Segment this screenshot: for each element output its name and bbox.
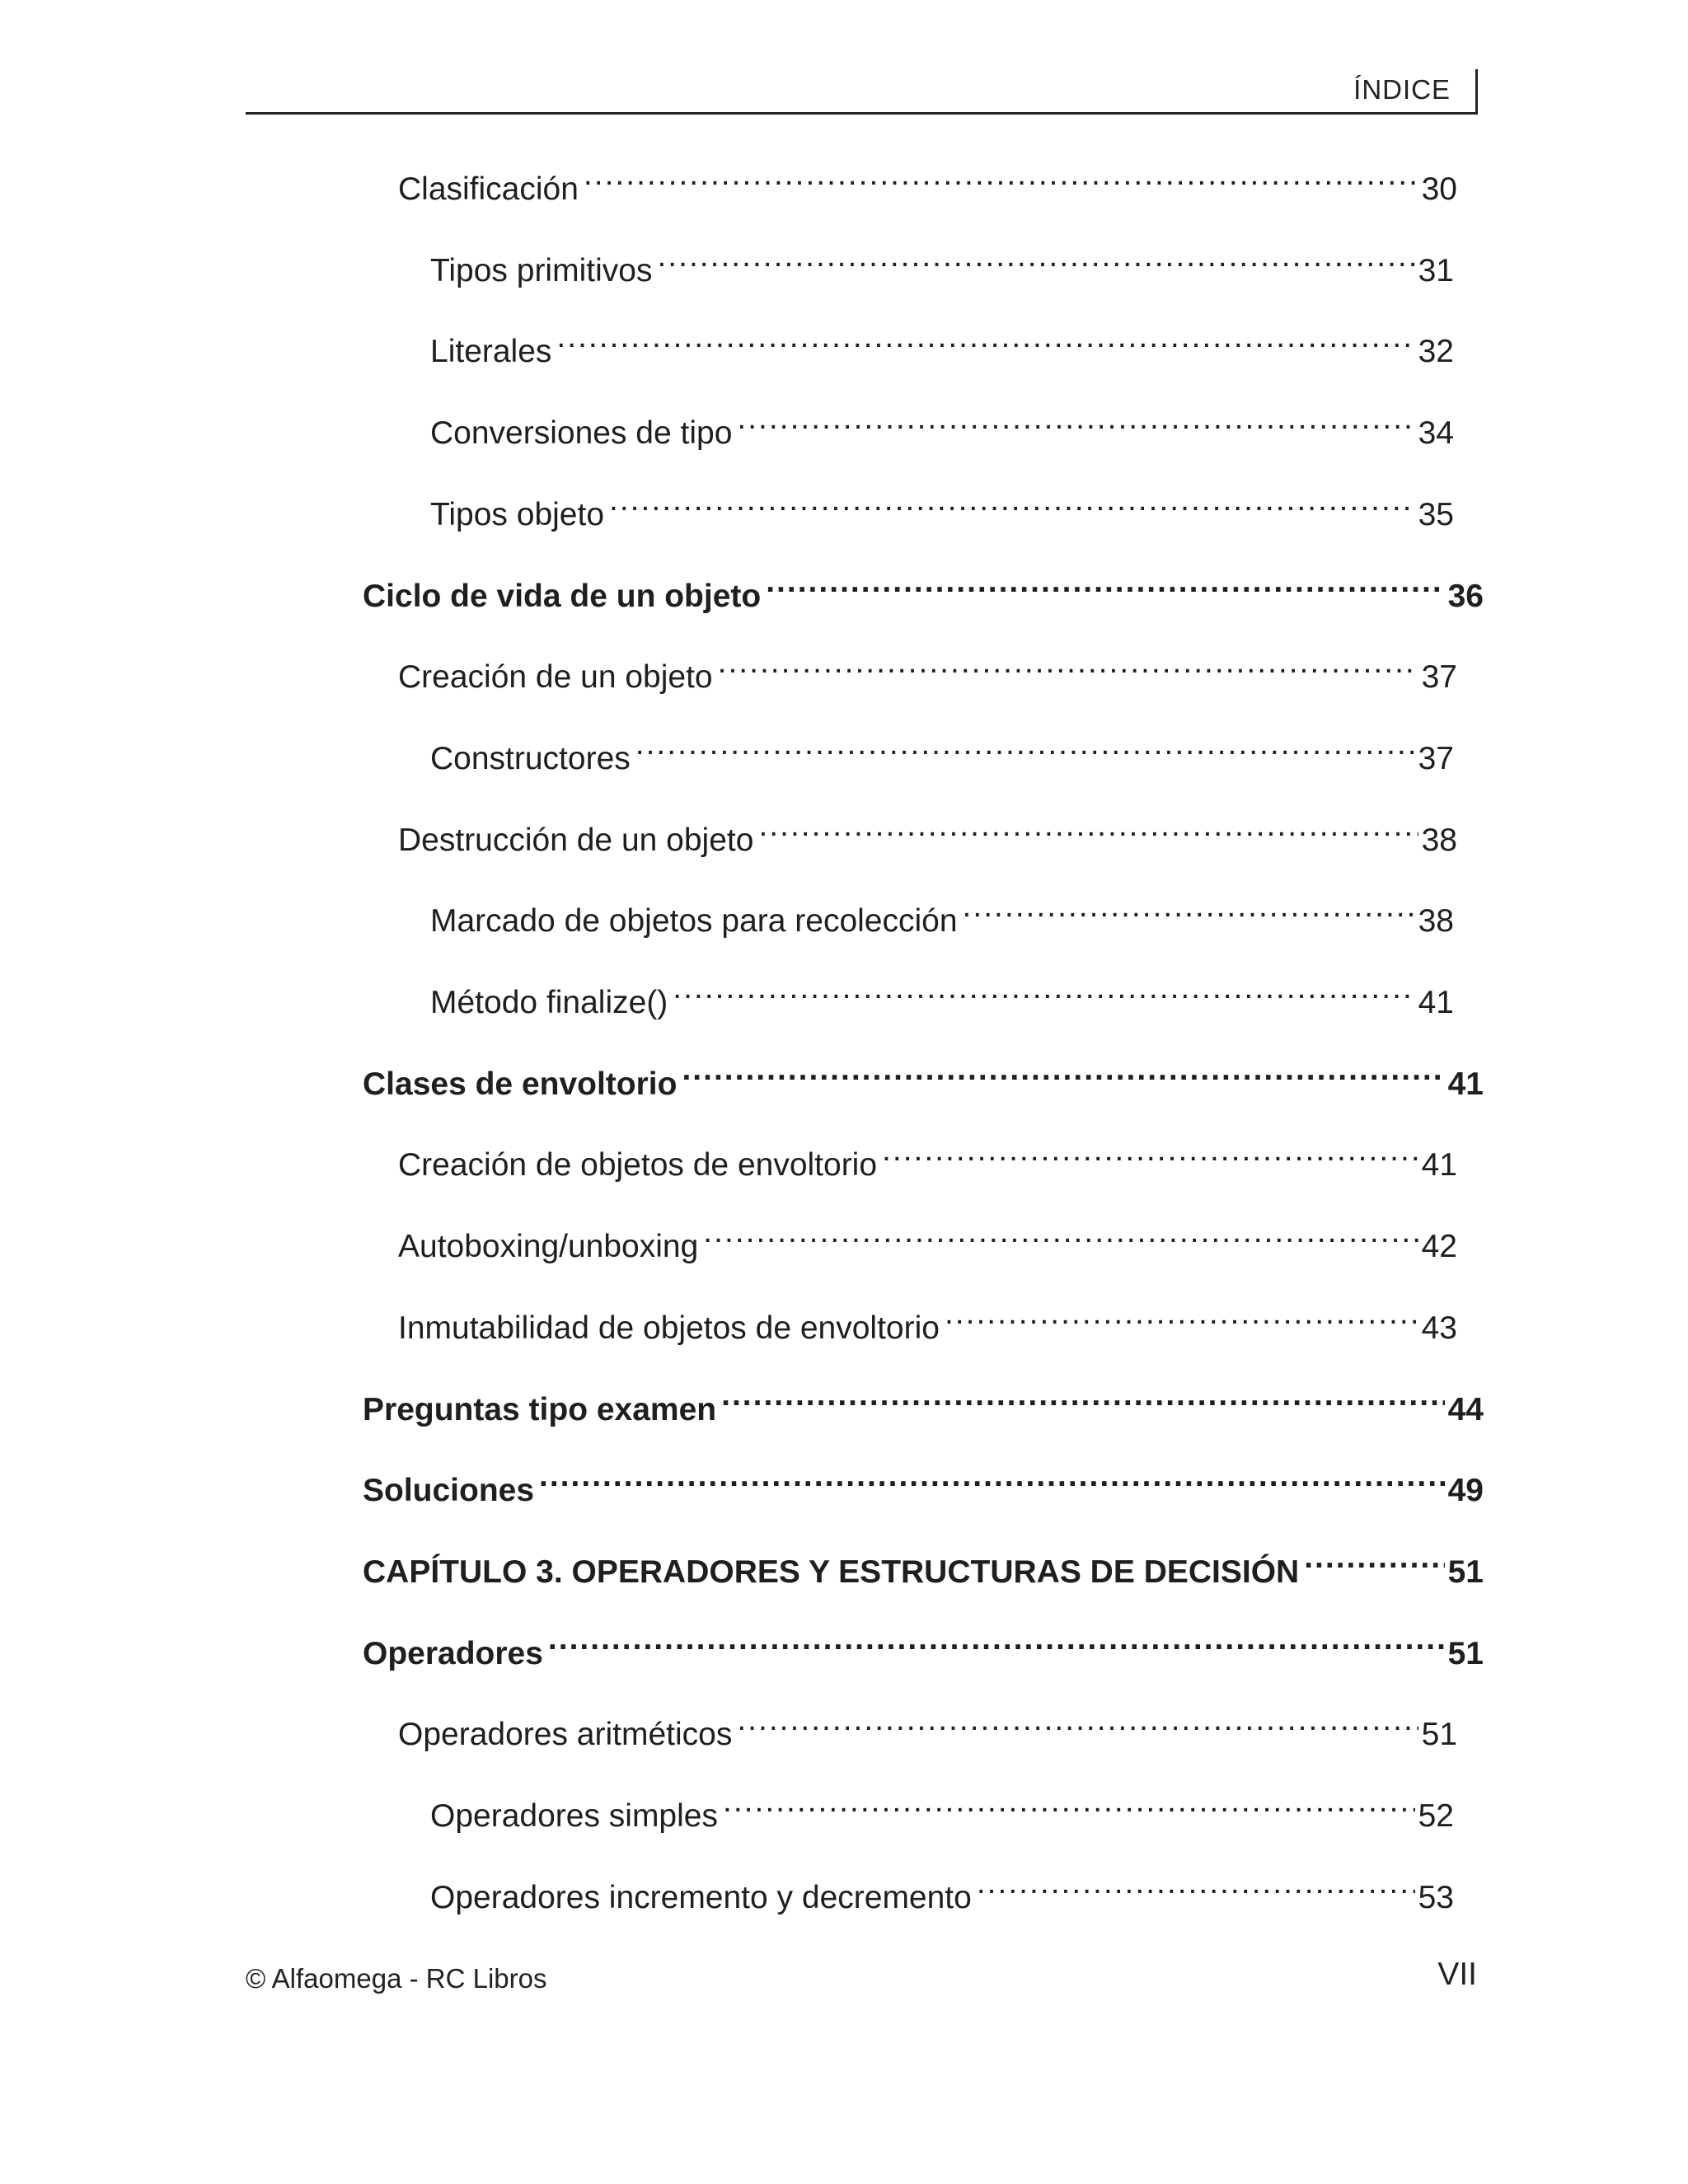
- toc-dot-leader: [737, 1695, 1418, 1745]
- toc-entry[interactable]: [398, 801, 1457, 858]
- toc-entry-title: Inmutabilidad de objetos de envoltorio: [398, 1310, 940, 1346]
- toc-dot-leader: [882, 1126, 1418, 1175]
- running-header: ÍNDICE: [1353, 74, 1451, 105]
- toc-entry[interactable]: [430, 963, 1454, 1020]
- toc-dot-leader: [737, 394, 1414, 443]
- toc-entry-title: Tipos primitivos: [430, 253, 653, 288]
- toc-entry[interactable]: [398, 1695, 1457, 1752]
- toc-dot-leader: [945, 1289, 1418, 1338]
- footer-page-number: VII: [1437, 1957, 1477, 1992]
- toc-entry[interactable]: [363, 1045, 1484, 1102]
- toc-entry-title: Operadores simples: [430, 1798, 718, 1834]
- toc-entry-page: 51: [1447, 1636, 1484, 1671]
- toc-entry[interactable]: [430, 1858, 1454, 1915]
- toc-entry-page: 49: [1447, 1473, 1484, 1508]
- toc-dot-leader: [766, 557, 1444, 607]
- toc-entry-page: 32: [1418, 334, 1454, 369]
- toc-entry-page: 37: [1421, 659, 1457, 695]
- toc-entry-title: Preguntas tipo examen: [363, 1392, 717, 1427]
- toc-entry[interactable]: [363, 1451, 1484, 1508]
- toc-entry-title: Constructores: [430, 741, 631, 776]
- toc-entry-title: Creación de un objeto: [398, 659, 713, 695]
- toc-entry[interactable]: [398, 150, 1457, 207]
- toc-entry-page: 38: [1418, 903, 1454, 939]
- toc-entry-title: Clasificación: [398, 171, 579, 207]
- toc-entry[interactable]: [363, 557, 1484, 614]
- toc-entry[interactable]: [398, 1207, 1457, 1264]
- toc-dot-leader: [703, 1207, 1418, 1257]
- toc-entry-title: CAPÍTULO 3. OPERADORES Y ESTRUCTURAS DE DECISIÓN: [363, 1554, 1300, 1590]
- toc-entry-title: Tipos objeto: [430, 497, 605, 532]
- toc-dot-leader: [609, 476, 1415, 525]
- toc-entry[interactable]: [430, 232, 1454, 288]
- toc-dot-leader: [539, 1451, 1445, 1501]
- toc-dot-leader: [977, 1858, 1415, 1908]
- toc-entry-page: 37: [1418, 741, 1454, 776]
- toc-dot-leader: [1304, 1533, 1444, 1582]
- toc-dot-leader: [673, 963, 1414, 1013]
- footer-publisher: © Alfaomega - RC Libros: [246, 1963, 547, 1994]
- toc-entry-page: 41: [1447, 1066, 1484, 1102]
- toc-dot-leader: [657, 232, 1414, 281]
- toc-entry-title: Operadores: [363, 1636, 543, 1671]
- toc-entry-page: 44: [1447, 1392, 1484, 1427]
- toc-entry-page: 42: [1421, 1229, 1457, 1264]
- toc-entry[interactable]: [430, 312, 1454, 369]
- toc-entry-page: 34: [1418, 415, 1454, 451]
- toc-entry[interactable]: [363, 1371, 1484, 1427]
- toc-dot-leader: [963, 882, 1415, 931]
- toc-dot-leader: [682, 1045, 1444, 1094]
- toc-entry-title: Ciclo de vida de un objeto: [363, 579, 762, 614]
- toc-entry[interactable]: [430, 1777, 1454, 1834]
- toc-entry-page: 53: [1418, 1880, 1454, 1915]
- toc-entry-page: 41: [1418, 985, 1454, 1020]
- toc-entry-title: Conversiones de tipo: [430, 415, 733, 451]
- toc-entry-page: 36: [1447, 579, 1484, 614]
- header-rule: [246, 112, 1477, 115]
- toc-dot-leader: [721, 1371, 1444, 1420]
- toc-dot-leader: [758, 801, 1418, 851]
- toc-dot-leader: [718, 638, 1418, 687]
- toc-entry-page: 52: [1418, 1798, 1454, 1834]
- toc-entry-title: Operadores aritméticos: [398, 1717, 733, 1752]
- toc-entry[interactable]: [430, 394, 1454, 451]
- toc-entry[interactable]: [398, 1289, 1457, 1346]
- toc-entry-page: 38: [1421, 823, 1457, 858]
- toc-entry-page: 51: [1447, 1554, 1484, 1590]
- toc-entry[interactable]: [398, 638, 1457, 695]
- toc-entry-title: Método finalize(): [430, 985, 668, 1020]
- toc-entry-page: 51: [1421, 1717, 1457, 1752]
- toc-entry[interactable]: [363, 1615, 1484, 1671]
- toc-entry-title: Literales: [430, 334, 552, 369]
- toc-dot-leader: [584, 150, 1418, 199]
- toc-dot-leader: [556, 312, 1414, 362]
- toc-entry[interactable]: [430, 882, 1454, 939]
- toc-entry-title: Clases de envoltorio: [363, 1066, 678, 1102]
- toc-entry-page: 31: [1418, 253, 1454, 288]
- header-tick: [1475, 69, 1478, 115]
- toc-entry-page: 41: [1421, 1147, 1457, 1183]
- toc-entry-title: Creación de objetos de envoltorio: [398, 1147, 878, 1183]
- toc-dot-leader: [548, 1615, 1445, 1664]
- toc-entry-page: 35: [1418, 497, 1454, 532]
- toc-entry-title: Operadores incremento y decremento: [430, 1880, 972, 1915]
- toc-entry-title: Destrucción de un objeto: [398, 823, 754, 858]
- toc-entry-title: Soluciones: [363, 1473, 535, 1508]
- toc-entry[interactable]: [398, 1126, 1457, 1183]
- toc-entry[interactable]: [430, 719, 1454, 776]
- toc-entry-page: 43: [1421, 1310, 1457, 1346]
- toc-entry-page: 30: [1421, 171, 1457, 207]
- toc-dot-leader: [635, 719, 1415, 769]
- toc-entry[interactable]: [430, 476, 1454, 532]
- toc-entry-title: Marcado de objetos para recolección: [430, 903, 958, 939]
- toc-dot-leader: [723, 1777, 1415, 1826]
- toc-entry[interactable]: [363, 1533, 1484, 1590]
- toc-entry-title: Autoboxing/unboxing: [398, 1229, 699, 1264]
